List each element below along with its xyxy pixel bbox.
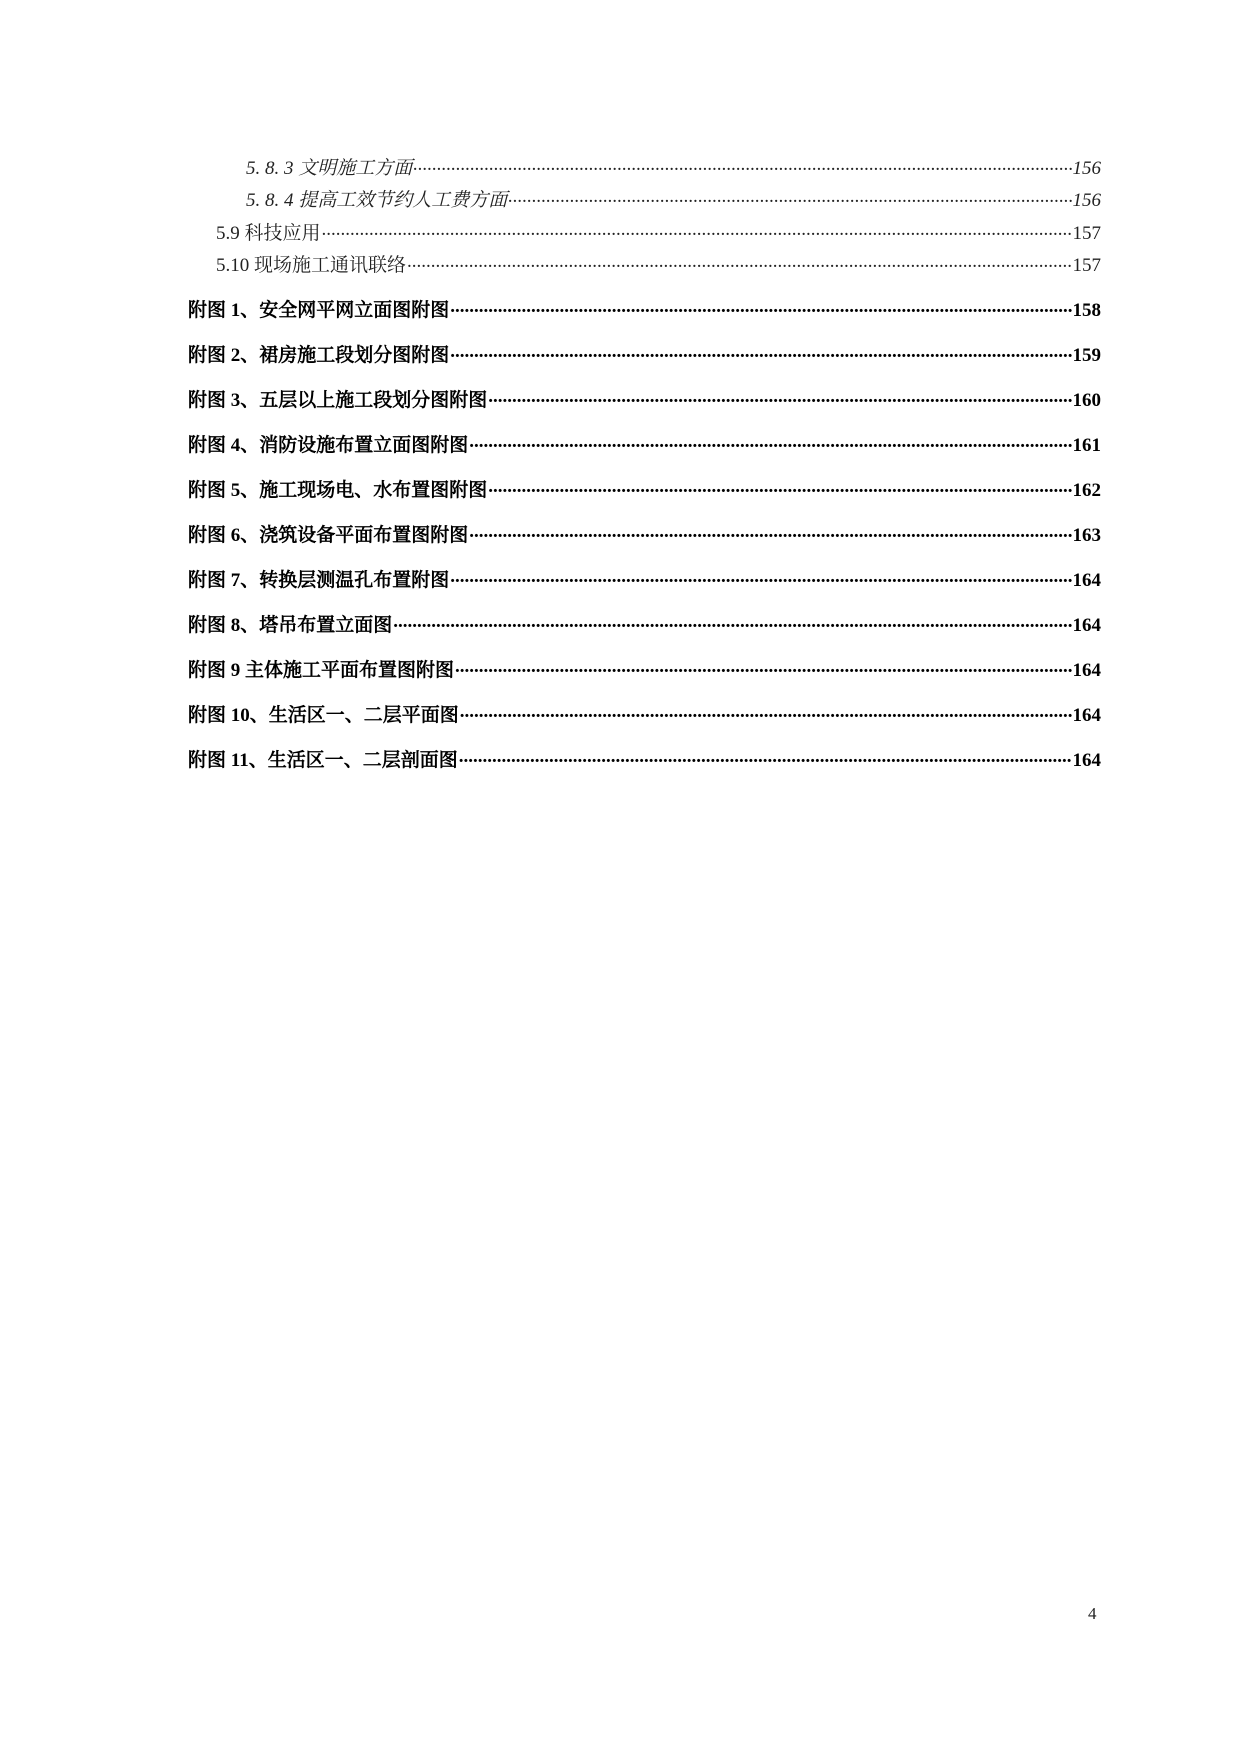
toc-entry-page: 163 — [1072, 525, 1101, 546]
toc-entry-label: 附图 1、安全网平网立面图附图 — [188, 300, 450, 321]
toc-entry-page: 161 — [1072, 435, 1101, 456]
toc-entry-page: 164 — [1072, 570, 1101, 591]
dot-leader — [460, 702, 1072, 721]
toc-entry-label: 5. 8. 4 提高工效节约人工费方面 — [246, 190, 508, 211]
toc-entry-page: 164 — [1072, 750, 1101, 771]
dot-leader — [450, 297, 1071, 316]
toc-entry-page: 157 — [1072, 255, 1101, 276]
toc-entry-page: 156 — [1072, 190, 1101, 211]
toc-entry-appendix-8[interactable] — [188, 610, 1101, 637]
dot-leader — [455, 657, 1071, 676]
toc-entry-appendix-10[interactable] — [188, 700, 1101, 727]
toc-entry-page: 162 — [1072, 480, 1101, 501]
toc-entry-appendix-4[interactable] — [188, 430, 1101, 457]
toc-entry-label: 附图 10、生活区一、二层平面图 — [188, 705, 459, 726]
toc-entry-label: 附图 7、转换层测温孔布置附图 — [188, 570, 450, 591]
toc-entry-appendix-2[interactable] — [188, 340, 1101, 367]
toc-entry-label: 附图 8、塔吊布置立面图 — [188, 615, 393, 636]
toc-entry-label: 附图 11、生活区一、二层剖面图 — [188, 750, 458, 771]
dot-leader — [450, 342, 1071, 361]
dot-leader — [508, 187, 1071, 206]
dot-leader — [488, 387, 1071, 406]
toc-entry-label: 附图 4、消防设施布置立面图附图 — [188, 435, 469, 456]
dot-leader — [469, 522, 1071, 541]
toc-entry-appendix-9[interactable] — [188, 655, 1101, 682]
dot-leader — [413, 155, 1071, 174]
toc-entry-5-8-3[interactable] — [246, 153, 1101, 180]
toc-entry-page: 164 — [1072, 660, 1101, 681]
toc-entry-5-9[interactable] — [216, 218, 1101, 245]
toc-entry-label: 附图 3、五层以上施工段划分图附图 — [188, 390, 488, 411]
toc-entry-label: 5.10 现场施工通讯联络 — [216, 255, 407, 276]
toc-entry-page: 164 — [1072, 615, 1101, 636]
toc-entry-label: 5.9 科技应用 — [216, 223, 321, 244]
toc-entry-5-8-4[interactable] — [246, 185, 1101, 212]
toc-entry-page: 158 — [1072, 300, 1101, 321]
dot-leader — [322, 220, 1072, 239]
dot-leader — [407, 252, 1071, 271]
toc-entry-page: 159 — [1072, 345, 1101, 366]
dot-leader — [469, 432, 1071, 451]
toc-entry-5-10[interactable] — [216, 250, 1101, 277]
toc-entry-label: 附图 5、施工现场电、水布置图附图 — [188, 480, 488, 501]
toc-entry-appendix-11[interactable] — [188, 745, 1101, 772]
toc-entry-label: 附图 9 主体施工平面布置图附图 — [188, 660, 455, 681]
toc-entry-appendix-7[interactable] — [188, 565, 1101, 592]
dot-leader — [450, 567, 1071, 586]
toc-entry-appendix-5[interactable] — [188, 475, 1101, 502]
toc-entry-appendix-6[interactable] — [188, 520, 1101, 547]
dot-leader — [459, 747, 1072, 766]
toc-entry-label: 附图 2、裙房施工段划分图附图 — [188, 345, 450, 366]
toc-entry-page: 160 — [1072, 390, 1101, 411]
toc-entry-appendix-1[interactable] — [188, 295, 1101, 322]
toc-entry-page: 156 — [1072, 158, 1101, 179]
toc-entry-label: 5. 8. 3 文明施工方面 — [246, 158, 413, 179]
toc-entry-page: 164 — [1072, 705, 1101, 726]
page-number: 4 — [1088, 1604, 1097, 1623]
toc-entry-label: 附图 6、浇筑设备平面布置图附图 — [188, 525, 469, 546]
dot-leader — [488, 477, 1071, 496]
toc-entry-page: 157 — [1072, 223, 1101, 244]
toc-entry-appendix-3[interactable] — [188, 385, 1101, 412]
dot-leader — [393, 612, 1071, 631]
